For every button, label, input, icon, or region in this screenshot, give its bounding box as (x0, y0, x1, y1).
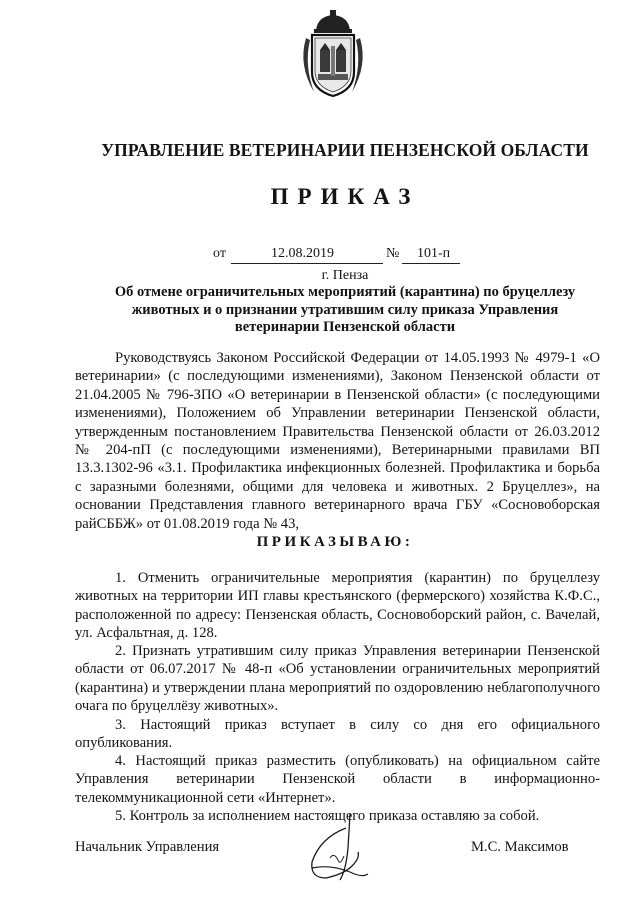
date-from-label: от (213, 246, 226, 261)
organization-name: УПРАВЛЕНИЕ ВЕТЕРИНАРИИ ПЕНЗЕНСКОЙ ОБЛАСТИ (101, 140, 589, 160)
city: г. Пенза (321, 268, 369, 283)
decree-item-2: 2. Признать утратившим силу приказ Управления ветеринарии Пензенской области от 06.07.2017 № 48-п «Об установлении ограничительных мероприятий (карантина) и утверждении плана мероприятий по оздоровлению неблагополучного очага по бруцеллёзу животных». (75, 643, 600, 715)
document-title: Об отмене ограничительных мероприятий (карантина) по бруцеллезу животных и о признании утратившим силу приказа Управления ветеринарии Пензенской области (114, 284, 576, 335)
signatory-position: Начальник Управления (75, 839, 220, 855)
decree-heading: ПРИКАЗЫВАЮ: (256, 534, 414, 550)
date-underline (231, 263, 383, 264)
decree-item-5: 5. Контроль за исполнением настоящего приказа оставляю за собой. (115, 808, 540, 824)
decree-item-3: 3. Настоящий приказ вступает в силу со дня его официального опубликования. (75, 717, 600, 752)
coat-of-arms-icon (296, 10, 370, 100)
decree-item-4: 4. Настоящий приказ разместить (опубликовать) на официальном сайте Управления ветеринарии Пензенской области в информационно-телекоммуникационной сети «Интернет». (75, 753, 600, 806)
number-label: № (386, 246, 400, 261)
handwritten-signature-icon (300, 808, 380, 888)
preamble-paragraph: Руководствуясь Законом Российской Федерации от 14.05.1993 № 4979-1 «О ветеринарии» (с последующими изменениями), Законом Пензенской области от 21.04.2005 № 796-ЗПО «О ветеринарии в Пензенской области» (с последующими изменениями), Положением об Управлении ветеринарии Пензенской области, утвержденным постановлением Правительства Пензенской области от 26.03.2012 № 204-пП (с последующими изменениями), Ветеринарными правилами ВП 13.3.1302-96 «3.1. Профилактика инфекционных болезней. Профилактика и борьба с заразными болезнями, общими для человека и животных. 2 Бруцеллез», на основании Представления главного ветеринарного врача ГБУ «Сосновоборская райСББЖ» от 01.08.2019 года № 43, (75, 350, 600, 532)
document-type-title: ПРИКАЗ (270, 184, 420, 209)
document-date: 12.08.2019 (271, 246, 334, 261)
signatory-name: М.С. Максимов (471, 839, 569, 855)
number-underline (402, 263, 460, 264)
decree-item-1: 1. Отменить ограничительные мероприятия (карантин) по бруцеллезу животных на территории ИП главы крестьянского (фермерского) хозяйства К.Ф.С., расположенной по адресу: Пензенская область, Сосновоборский район, с. Вачелай, ул. Асфальтная, д. 128. (75, 570, 600, 642)
document-number: 101-п (417, 246, 451, 261)
